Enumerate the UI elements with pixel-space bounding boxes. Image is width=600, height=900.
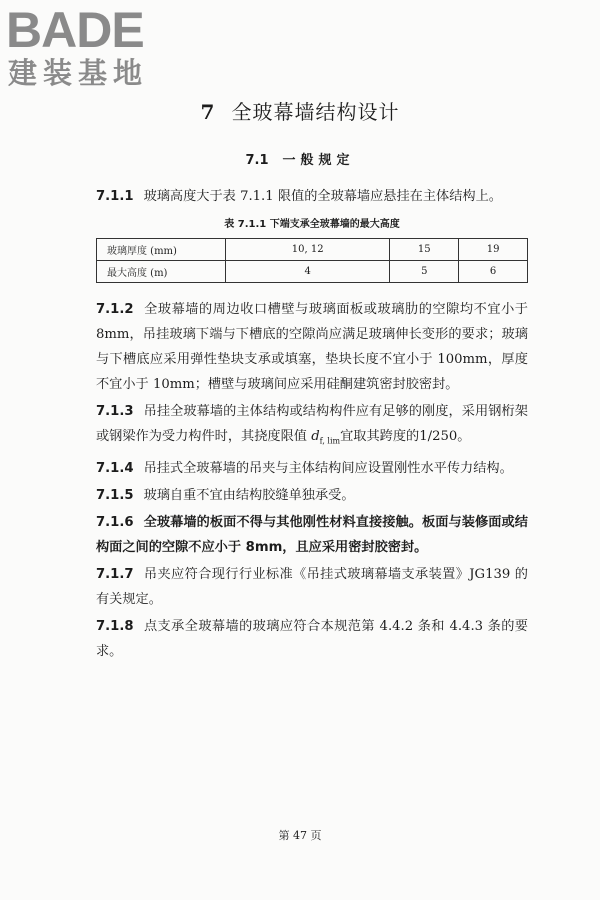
clause-number: 7.1.2: [96, 302, 134, 317]
table-cell: 15: [390, 239, 459, 261]
clause-text: 玻璃自重不宜由结构胶缝单独承受。: [143, 487, 355, 503]
document-body: [96, 184, 528, 664]
clause-number: 7.1.4: [96, 460, 134, 476]
deflection-subscript: f, lim: [319, 436, 341, 446]
table-cell: 6: [459, 261, 528, 283]
table-row-header: 最大高度 (m): [97, 261, 226, 283]
clause-number: 7.1.6: [96, 514, 134, 530]
clause-number: 7.1.5: [96, 487, 134, 503]
clause-text-after: 宜取其跨度的1/250。: [340, 429, 471, 444]
deflection-symbol: d: [311, 429, 320, 444]
section-title-text: 一般规定: [282, 153, 355, 168]
logo-subtitle: 建装基地: [8, 56, 149, 90]
clause-7-1-1: [96, 184, 528, 209]
logo-wordmark: BADE: [6, 2, 144, 58]
table-cell: 19: [459, 239, 528, 261]
table-row-header: 玻璃厚度 (mm): [97, 239, 226, 261]
clause-7-1-5: [96, 483, 528, 508]
clause-number: 7.1.3: [96, 404, 134, 419]
clause-text-before: 吊挂全玻幕墙的主体结构或结构构件应有足够的刚度，采用钢桁架或钢梁作为受力构件时，其挠度限值: [96, 404, 528, 444]
clause-7-1-2: [96, 297, 528, 397]
table-cell: 10, 12: [226, 239, 390, 261]
clause-text: 全玻幕墙的板面不得与其他刚性材料直接接触。板面与装修面或结构面之间的空隙不应小于 8mm，且应采用密封胶密封。: [96, 514, 528, 555]
table-cell: 5: [390, 261, 459, 283]
page-number: 第 47 页: [278, 829, 322, 842]
clause-text: 全玻幕墙的周边收口槽壁与玻璃面板或玻璃肋的空隙均不宜小于 8mm，吊挂玻璃下端与下槽底的空隙尚应满足玻璃伸长变形的要求；玻璃与下槽底应采用弹性垫块支承或填塞，垫块长度不宜小于 100mm，厚度不宜小于 10mm；槽壁与玻璃间应采用硅酮建筑密封胶密封。: [96, 302, 528, 392]
clause-text: 吊挂式全玻幕墙的吊夹与主体结构间应设置刚性水平传力结构。: [143, 460, 513, 476]
clause-number: 7.1.1: [96, 189, 134, 204]
clause-text: 玻璃高度大于表 7.1.1 限值的全玻幕墙应悬挂在主体结构上。: [143, 189, 502, 204]
table-caption: 表 7.1.1 下端支承全玻幕墙的最大高度: [224, 219, 400, 230]
clause-7-1-6: [96, 510, 528, 560]
clause-number: 7.1.7: [96, 566, 134, 582]
table-row: [97, 239, 528, 261]
table-cell: 4: [226, 261, 390, 283]
clause-7-1-4: [96, 456, 528, 481]
clause-7-1-3: [96, 399, 528, 454]
bade-logo: [6, 4, 176, 94]
clause-number: 7.1.8: [96, 618, 134, 634]
clause-7-1-8: [96, 614, 528, 664]
clause-7-1-7: [96, 562, 528, 612]
clause-text: 点支承全玻幕墙的玻璃应符合本规范第 4.4.2 条和 4.4.3 条的要求。: [96, 618, 528, 659]
chapter-title: [0, 96, 600, 125]
max-height-table: [96, 238, 528, 283]
section-number: 7.1: [245, 153, 269, 168]
clause-text: 吊夹应符合现行行业标准《吊挂式玻璃幕墙支承装置》JG139 的有关规定。: [96, 566, 528, 607]
chapter-title-text: 全玻幕墙结构设计: [231, 100, 400, 124]
section-title: [0, 149, 600, 168]
chapter-number: 7: [200, 100, 216, 124]
table-row: [97, 261, 528, 283]
